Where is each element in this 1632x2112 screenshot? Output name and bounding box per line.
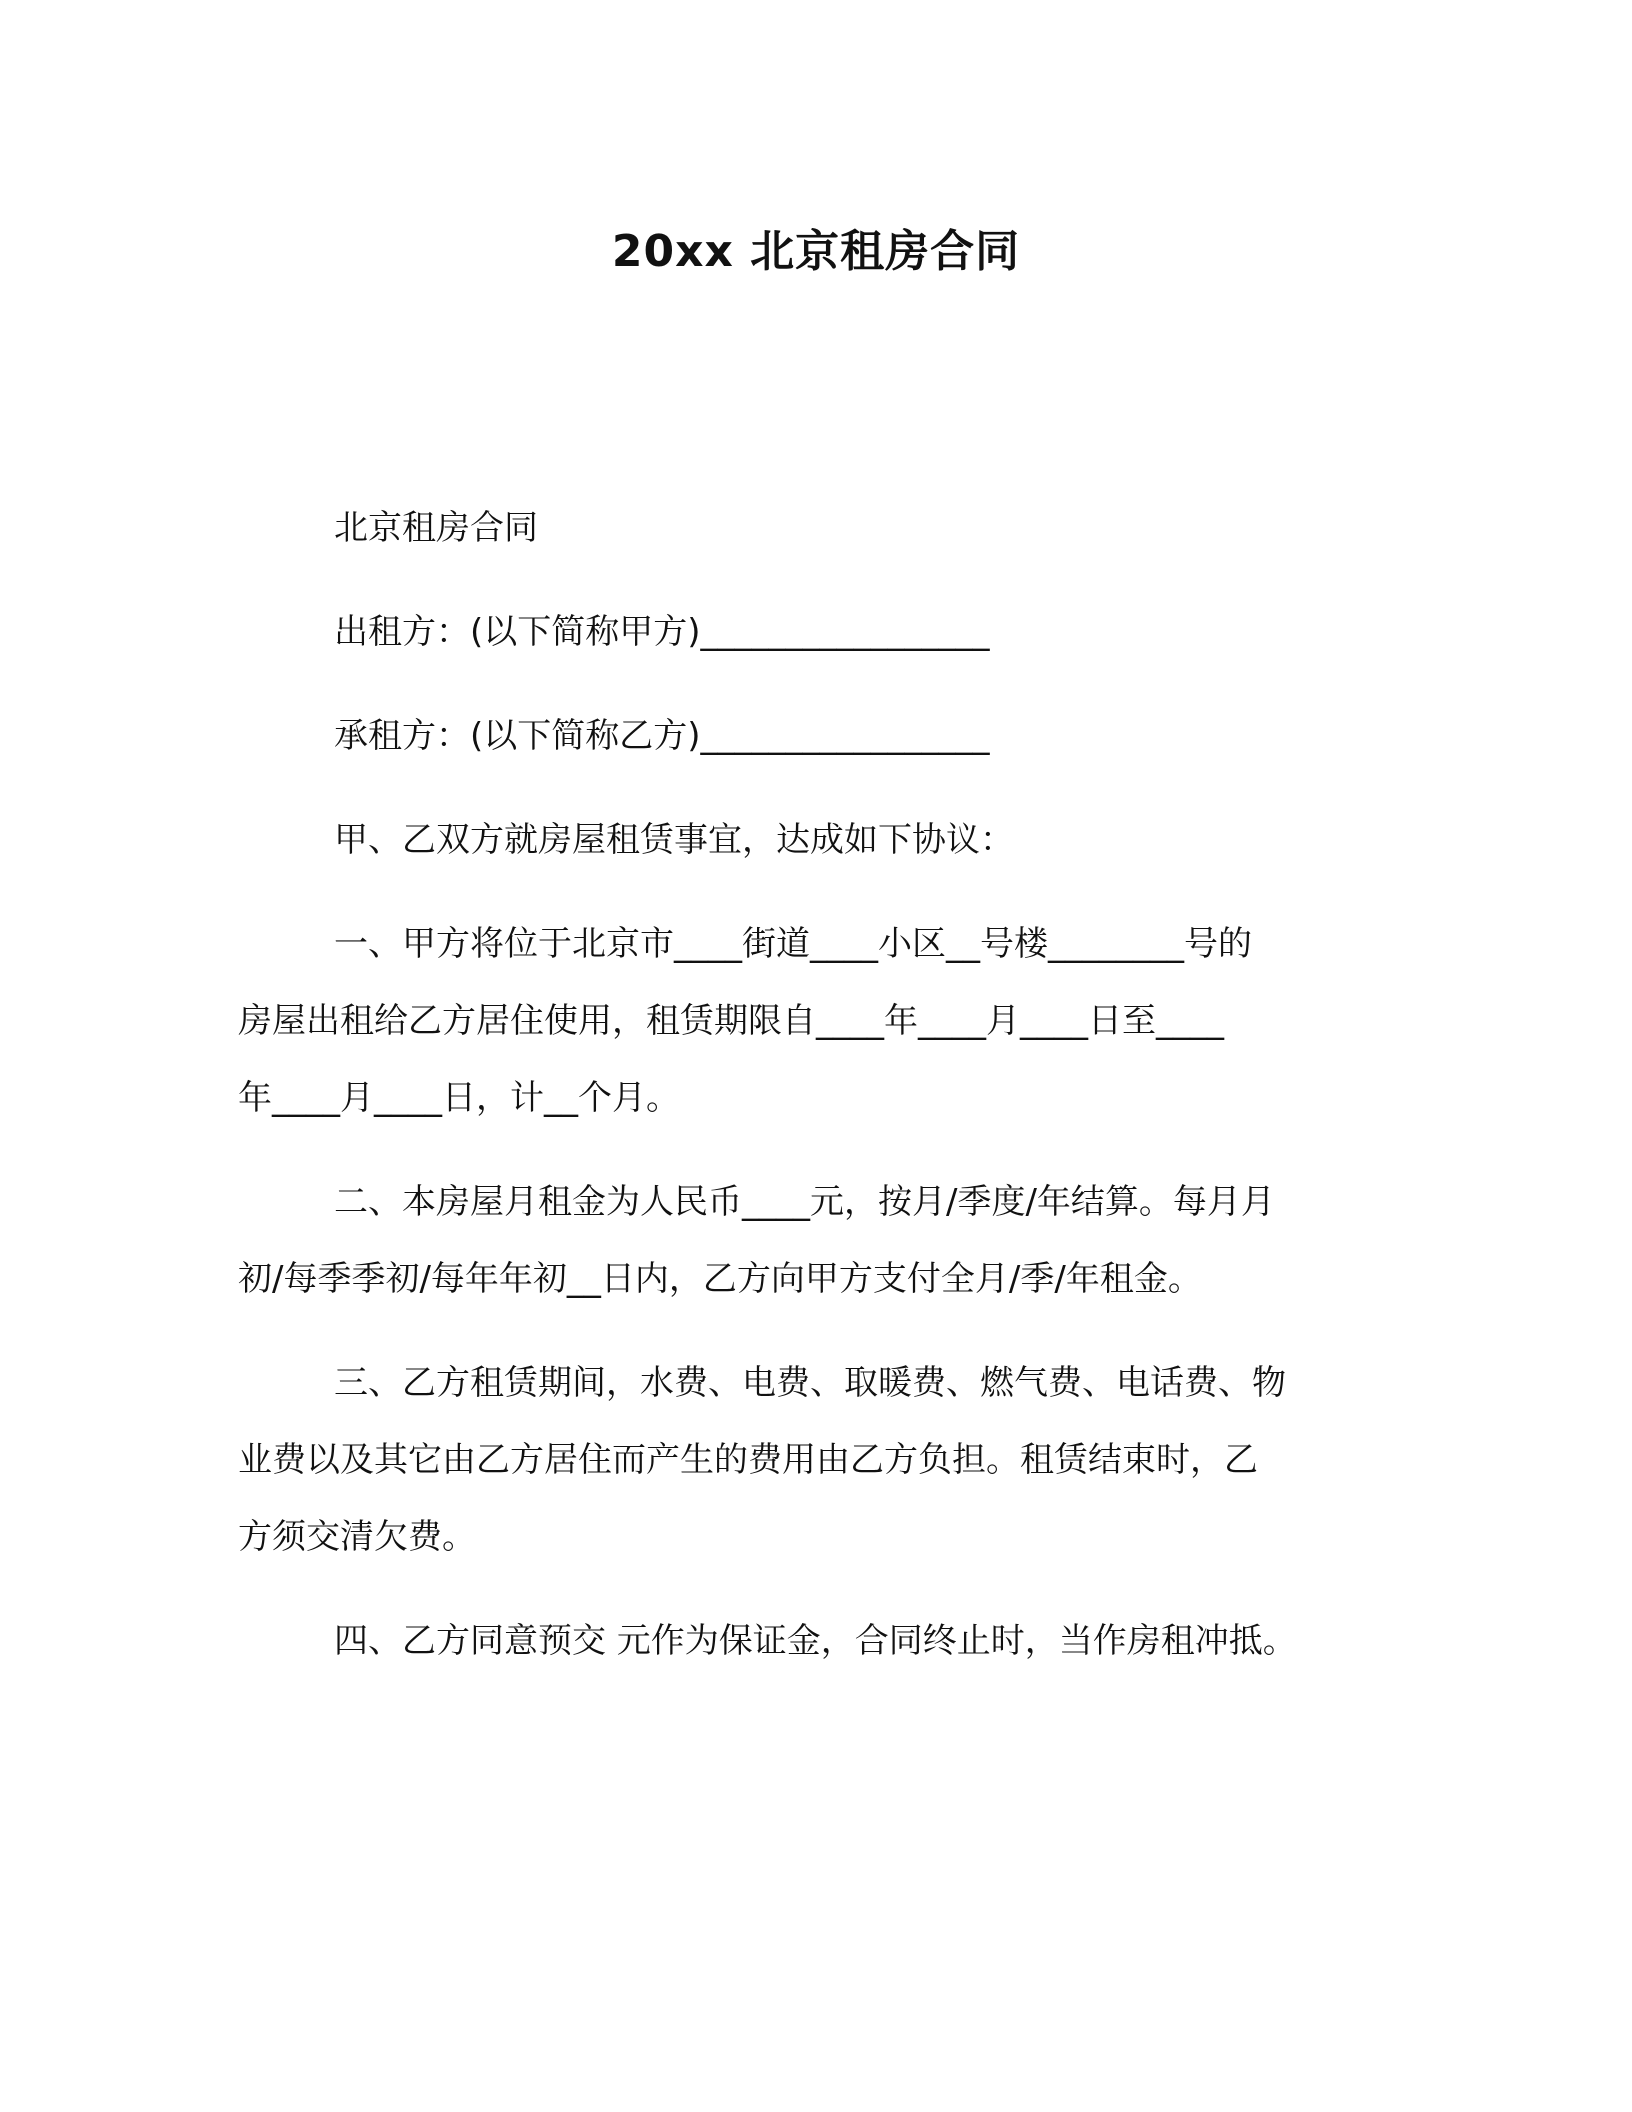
text-line: 初/每季季初/每年年初__日内，乙方向甲方支付全月/季/年租金。 <box>238 1259 1202 1299</box>
paragraph-clause-1 <box>238 906 1388 1137</box>
text-line: 方须交清欠费。 <box>238 1517 476 1557</box>
text-line: 承租方：(以下简称乙方)_________________ <box>334 716 990 756</box>
text-line: 房屋出租给乙方居住使用，租赁期限自____年____月____日至____ <box>238 1001 1224 1041</box>
text-line: 甲、乙双方就房屋租赁事宜，达成如下协议： <box>334 820 1014 860</box>
paragraph-lessor <box>238 594 1388 671</box>
document-title: 20xx 北京租房合同 <box>611 226 1021 277</box>
text-line: 业费以及其它由乙方居住而产生的费用由乙方负担。租赁结束时，乙 <box>238 1440 1258 1480</box>
paragraph-lessee <box>238 698 1388 775</box>
text-line: 一、甲方将位于北京市____街道____小区__号楼________号的 <box>334 924 1252 964</box>
paragraph-clause-4 <box>238 1603 1388 1680</box>
text-line: 出租方：(以下简称甲方)_________________ <box>334 612 990 652</box>
paragraph-agreement-intro <box>238 802 1388 879</box>
text-line: 年____月____日，计__个月。 <box>238 1078 680 1118</box>
text-line: 北京租房合同 <box>334 508 538 548</box>
paragraph-clause-3 <box>238 1345 1388 1576</box>
paragraph-clause-2 <box>238 1164 1388 1318</box>
document-body <box>238 490 1388 1707</box>
text-line: 二、本房屋月租金为人民币____元，按月/季度/年结算。每月月 <box>334 1182 1275 1222</box>
text-line: 四、乙方同意预交 元作为保证金，合同终止时，当作房租冲抵。 <box>334 1621 1297 1661</box>
paragraph-heading <box>238 490 1388 567</box>
text-line: 三、乙方租赁期间，水费、电费、取暖费、燃气费、电话费、物 <box>334 1363 1286 1403</box>
